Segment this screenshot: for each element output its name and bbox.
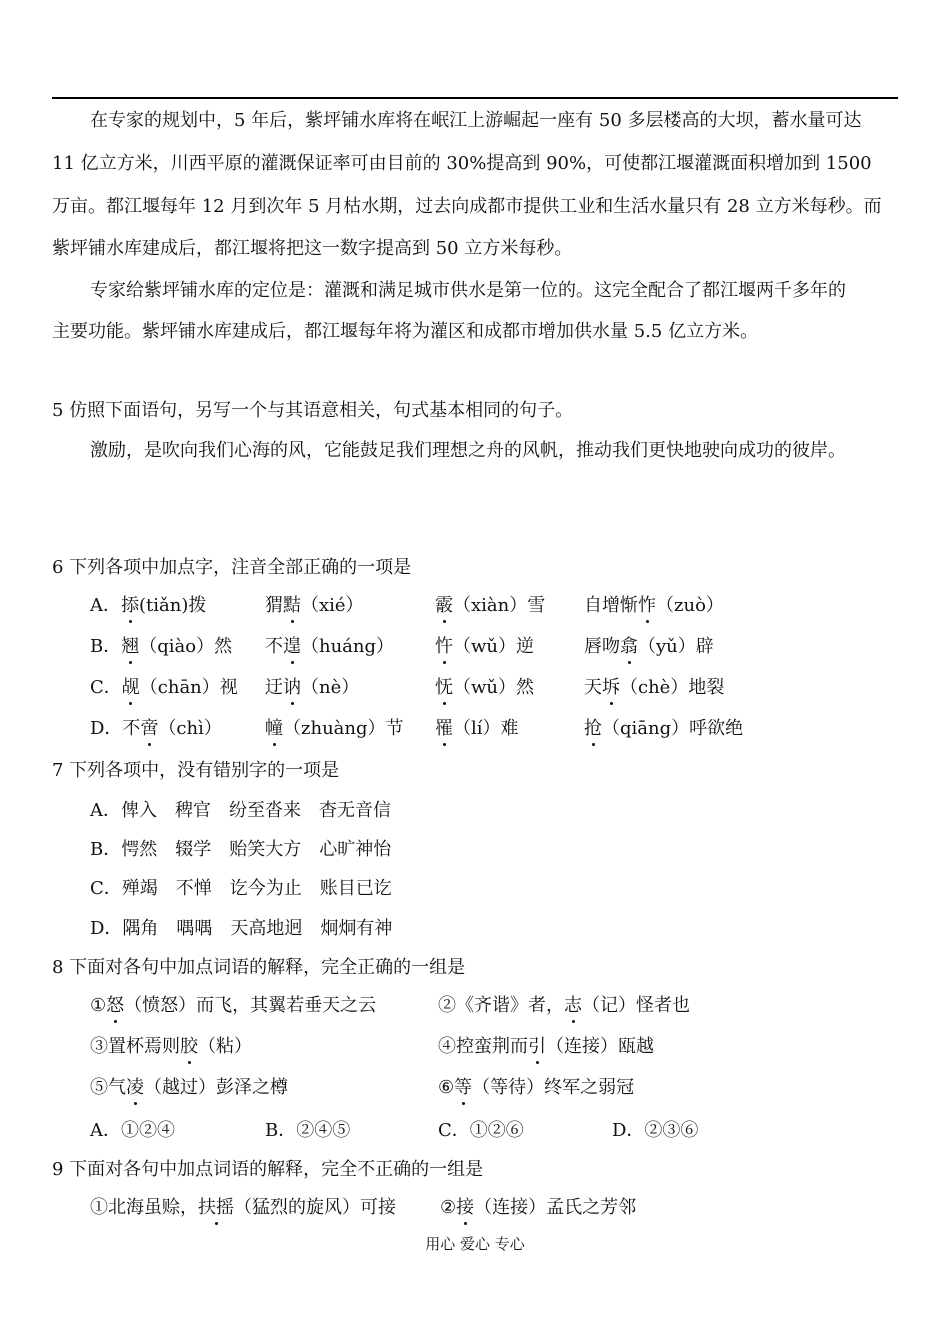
passage-line: 紫坪铺水库建成后，都江堰将把这一数字提高到 50 立方米每秒。 bbox=[52, 238, 573, 259]
q8-item: ⑥等（等待）终军之弱冠 bbox=[438, 1077, 635, 1098]
q6-option-cell: A．掭(tiǎn)拨 bbox=[90, 595, 207, 616]
q6-option-cell: 不遑（huáng） bbox=[265, 636, 395, 657]
passage-line: 11 亿立方米，川西平原的灌溉保证率可由目前的 30%提高到 90%，可使都江堰灌溉面积增加到 1500 bbox=[52, 153, 872, 174]
passage-line: 专家给紫坪铺水库的定位是：灌溉和满足城市供水是第一位的。这完全配合了都江堰两千多年的 bbox=[90, 280, 846, 301]
q6-option-cell: 忤（wǔ）逆 bbox=[435, 636, 534, 657]
q6-option-cell: B．翘（qiào）然 bbox=[90, 636, 233, 657]
q6-option-cell: 猬黠（xié） bbox=[265, 595, 364, 616]
q9-item: ①北海虽赊，扶摇（猛烈的旋风）可接 bbox=[90, 1197, 396, 1218]
q6-option-cell: C．觇（chān）视 bbox=[90, 677, 238, 698]
q7-option: D．隅角 喁喁 天高地迥 炯炯有神 bbox=[90, 918, 393, 939]
q6-option-cell: 抢（qiāng）呼欲绝 bbox=[584, 718, 744, 739]
q6-option-cell: 自增惭怍（zuò） bbox=[584, 595, 724, 616]
q8-answer-option: D．②③⑥ bbox=[612, 1120, 699, 1141]
q7-option: B．愕然 辍学 贻笑大方 心旷神怡 bbox=[90, 839, 392, 860]
q8-item: ④控蛮荆而引（连接）瓯越 bbox=[438, 1036, 654, 1057]
q6-option-cell: 幢（zhuàng）节 bbox=[265, 718, 404, 739]
q6-option-cell: 天坼（chè）地裂 bbox=[584, 677, 725, 698]
q8-answer-option: A．①②④ bbox=[90, 1120, 175, 1141]
q8-item: ①怒（愤怒）而飞，其翼若垂天之云 bbox=[90, 995, 377, 1016]
q6-option-cell: 霰（xiàn）雪 bbox=[435, 595, 546, 616]
q9-item: ②接（连接）孟氏之芳邻 bbox=[440, 1197, 637, 1218]
passage-line: 主要功能。紫坪铺水库建成后，都江堰每年将为灌区和成都市增加供水量 5.5 亿立方米。 bbox=[52, 321, 759, 342]
q8-item: ③置杯焉则胶（粘） bbox=[90, 1036, 252, 1057]
question-9-stem: 9 下面对各句中加点词语的解释，完全不正确的一组是 bbox=[52, 1159, 484, 1180]
q6-option-cell: 罹（lí）难 bbox=[435, 718, 519, 739]
q7-option: A．俾入 稗官 纷至沓来 杳无音信 bbox=[90, 800, 391, 821]
question-5-stem: 5 仿照下面语句，另写一个与其语意相关，句式基本相同的句子。 bbox=[52, 400, 574, 421]
q7-option: C．殚竭 不惮 讫今为止 账目已讫 bbox=[90, 878, 392, 899]
header-rule bbox=[52, 97, 898, 99]
q6-option-cell: 唇吻翕（yǔ）辟 bbox=[584, 636, 714, 657]
question-8-stem: 8 下面对各句中加点词语的解释，完全正确的一组是 bbox=[52, 957, 466, 978]
q8-answer-option: C．①②⑥ bbox=[438, 1120, 524, 1141]
question-7-stem: 7 下列各项中，没有错别字的一项是 bbox=[52, 760, 340, 781]
q6-option-cell: 怃（wǔ）然 bbox=[435, 677, 534, 698]
q6-option-cell: 迂讷（nè） bbox=[265, 677, 360, 698]
q8-item: ⑤气凌（越过）彭泽之樽 bbox=[90, 1077, 288, 1098]
passage-line: 万亩。都江堰每年 12 月到次年 5 月枯水期，过去向成都市提供工业和生活水量只有 28 立方米每秒。而 bbox=[52, 196, 882, 217]
question-6-stem: 6 下列各项中加点字，注音全部正确的一项是 bbox=[52, 557, 412, 578]
question-5-sentence: 激励，是吹向我们心海的风，它能鼓足我们理想之舟的风帆，推动我们更快地驶向成功的彼岸。 bbox=[90, 440, 846, 461]
passage-line: 在专家的规划中，5 年后，紫坪铺水库将在岷江上游崛起一座有 50 多层楼高的大坝，蓄水量可达 bbox=[90, 110, 862, 131]
q8-answer-option: B．②④⑤ bbox=[265, 1120, 351, 1141]
q6-option-cell: D．不啻（chì） bbox=[90, 718, 222, 739]
page-footer: 用心 爱心 专心 bbox=[425, 1235, 525, 1253]
q8-item: ②《齐谐》者，志（记）怪者也 bbox=[438, 995, 690, 1016]
